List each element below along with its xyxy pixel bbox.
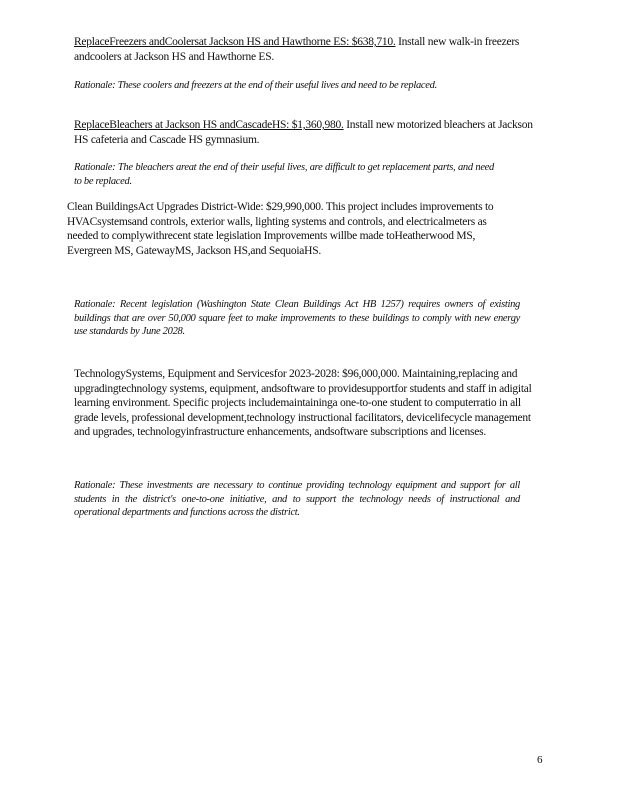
item-freezers-rationale: Rationale: These coolers and freezers at the end of their useful lives and need to be replaced. xyxy=(74,80,437,91)
item-technology-rationale: Rationale: These investments are necessary to continue providing technology equipment and support for all students in the district's one-to-one initiative, and to support the technology needs of instructional and operational departments and functions across the district. xyxy=(74,480,520,518)
item-clean-buildings-rationale: Rationale: Recent legislation (Washington State Clean Buildings Act HB 1257) requires owners of existing buildings that are over 50,000 square feet to make improvements to these buildings to comply with new energy use standards by June 2028. xyxy=(74,299,520,337)
item-bleachers xyxy=(74,118,534,147)
item-freezers-description: Install new walk-in freezers andcoolers at Jackson HS and Hawthorne ES. xyxy=(74,36,520,63)
item-freezers-coolers xyxy=(74,35,540,64)
item-bleachers-title: ReplaceBleachers at Jackson HS andCascadeHS: $1,360,980. xyxy=(74,119,344,131)
item-freezers-title: ReplaceFreezers andCoolersat Jackson HS and Hawthorne ES: $638,710. xyxy=(74,36,396,48)
page-number: 6 xyxy=(537,754,543,766)
item-bleachers-description: Install new motorized bleachers at Jackson HS cafeteria and Cascade HS gymnasium. xyxy=(74,119,533,146)
item-bleachers-rationale: Rationale: The bleachers areat the end of their useful lives, are difficult to get replacement parts, and need to be replaced. xyxy=(74,162,494,187)
item-technology-description: TechnologySystems, Equipment and Servicesfor 2023-2028: $96,000,000. Maintaining,replacing and upgradingtechnology systems, equipment, andsoftware to providesupportfor students and staff in adigital learning environment. Specific projects includemaintaininga one-to-one student to computerratio in all grade levels, professional development,technology instructional facilitators, devicelifecycle management and upgrades, technologyinfrastructure enhancements, andsoftware subscriptions and licenses. xyxy=(74,368,532,438)
item-clean-buildings-description: Clean BuildingsAct Upgrades District-Wide: $29,990,000. This project includes improvements to HVACsystemsand controls, exterior walls, lighting systems and controls, and electricalmeters as needed to complywithrecent state legislation Improvements willbe made toHeatherwood MS, Evergreen MS, GatewayMS, Jackson HS,and SequoiaHS. xyxy=(67,201,494,257)
